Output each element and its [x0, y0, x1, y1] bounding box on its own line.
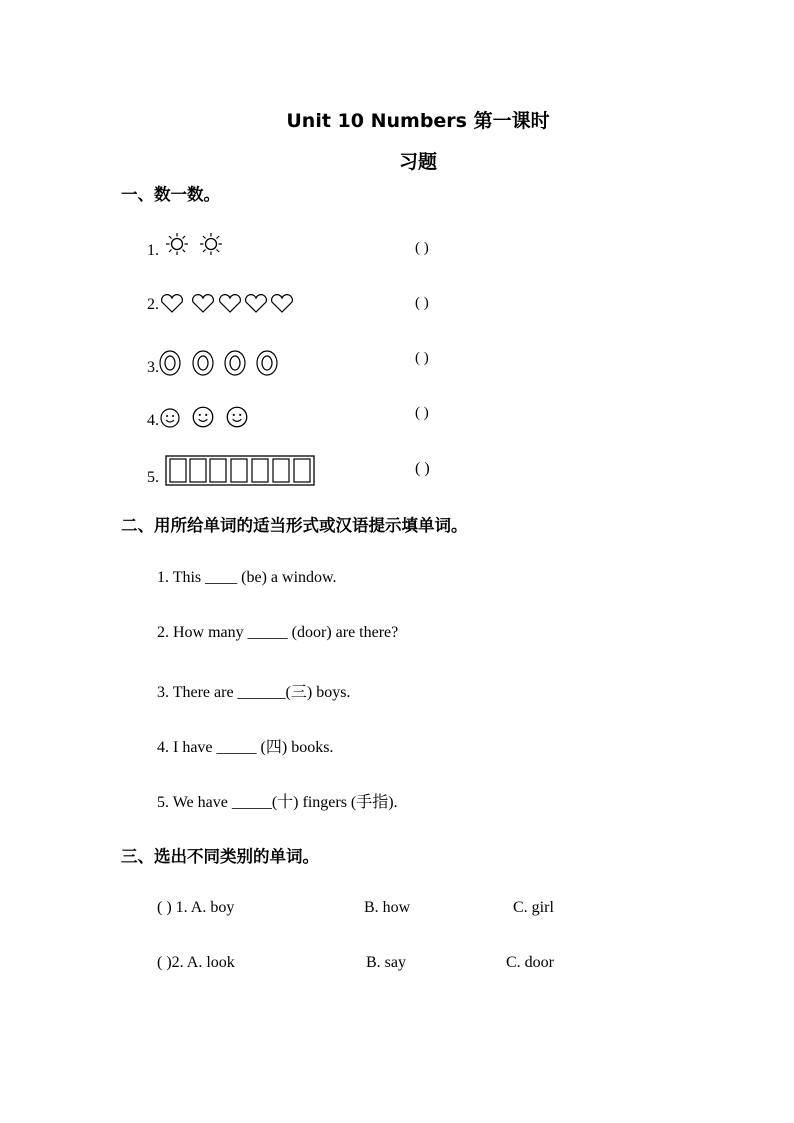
count-item-1 [147, 232, 228, 260]
count-item-4 [147, 404, 253, 430]
sun-icon [194, 232, 228, 260]
ring-icon [159, 349, 183, 377]
ring-icon [189, 349, 219, 377]
section-heading-odd-one-out: 三、选出不同类别的单词。 [121, 847, 319, 866]
heart-icon [269, 294, 295, 314]
count-item-2 [147, 294, 295, 314]
answer-blank-2[interactable]: ( ) [415, 295, 429, 311]
sun-icon [160, 232, 194, 260]
ring-icon-group [159, 349, 283, 377]
fill-question-4: 4. I have _____ (四) books. [157, 739, 334, 756]
heart-icon-group [159, 294, 295, 314]
answer-blank-4[interactable]: ( ) [415, 405, 429, 421]
count-item-5 [147, 455, 317, 487]
choice-question-1: ( ) 1. A. boy [157, 899, 235, 916]
sun-icon-group [160, 232, 228, 260]
page-subtitle: 习题 [398, 151, 437, 173]
item-number: 2. [147, 296, 159, 313]
answer-blank-5[interactable]: ( ) [415, 460, 430, 477]
count-item-3 [147, 349, 283, 377]
ring-icon [221, 349, 251, 377]
heart-icon [217, 294, 243, 314]
fill-question-3: 3. There are ______(三) boys. [157, 684, 351, 701]
smiley-icon-group [159, 404, 253, 430]
choice-question-2: ( )2. A. look [157, 954, 235, 971]
choice-1-option-c[interactable]: C. girl [513, 899, 554, 916]
section-heading-count: 一、数一数。 [121, 185, 220, 204]
fill-question-2: 2. How many _____ (door) are there? [157, 624, 399, 641]
answer-blank-1[interactable]: ( ) [415, 240, 429, 256]
answer-blank-3[interactable]: ( ) [415, 350, 429, 366]
item-number: 4. [147, 412, 159, 429]
item-number: 3. [147, 359, 159, 376]
smiley-icon [221, 404, 253, 430]
section-heading-fill: 二、用所给单词的适当形式或汉语提示填单词。 [121, 516, 468, 535]
heart-icon [189, 294, 217, 314]
item-number: 1. [147, 242, 159, 259]
heart-icon [243, 294, 269, 314]
page-title: Unit 10 Numbers 第一课时 [286, 110, 550, 132]
choice-1-option-b[interactable]: B. how [364, 899, 411, 916]
heart-icon [159, 294, 185, 314]
smiley-icon [159, 406, 181, 430]
choice-2-option-b[interactable]: B. say [366, 954, 406, 971]
item-number: 5. [147, 469, 159, 486]
box-icon-group [165, 455, 317, 487]
choice-2-option-c[interactable]: C. door [506, 954, 554, 971]
ring-icon [253, 349, 283, 377]
fill-question-1: 1. This ____ (be) a window. [157, 569, 337, 586]
fill-question-5: 5. We have _____(十) fingers (手指). [157, 794, 398, 811]
smiley-icon [187, 404, 219, 430]
box-icon [165, 455, 317, 487]
